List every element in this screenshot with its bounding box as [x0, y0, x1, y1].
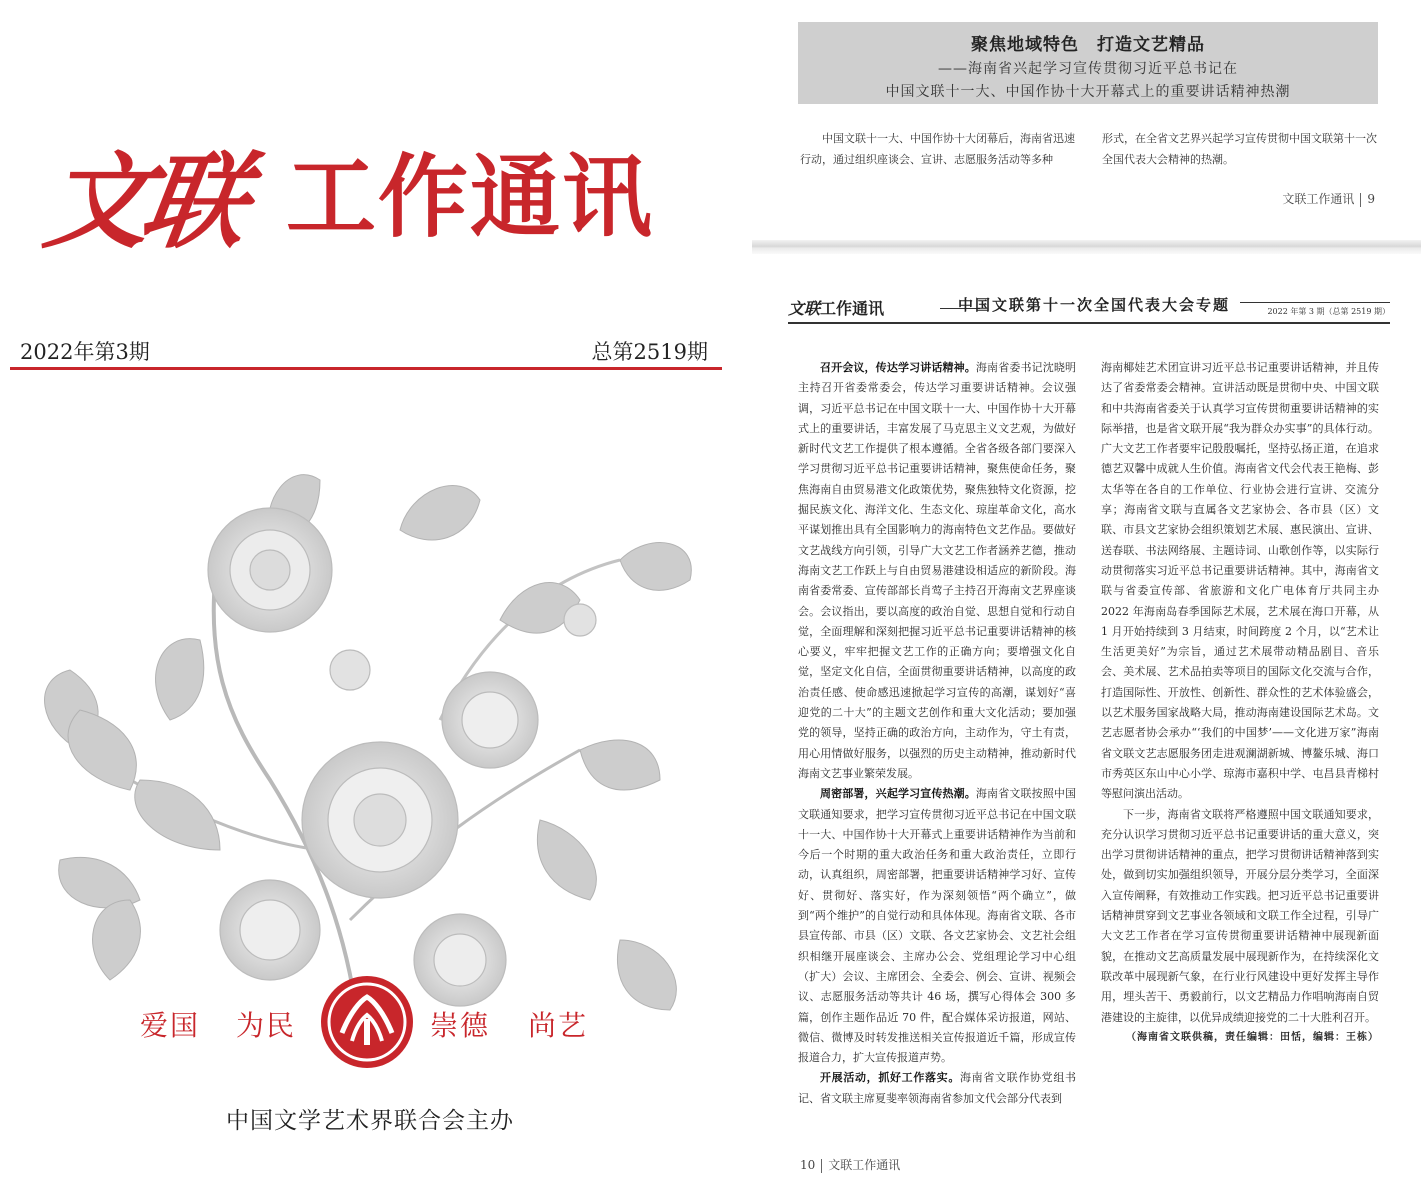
masthead-calligraphy: 文联 [38, 140, 248, 263]
paragraph-text: 海南省文联作协党组书记、省文联主席夏斐率领海南省参加文代会部分代表到 [798, 1071, 1076, 1105]
header-logo [788, 296, 884, 319]
cover-divider [10, 367, 722, 370]
issue-year: 2022年第3期 [20, 340, 150, 364]
article-credit: （海南省文联供稿，责任编辑：田恬，编辑：王栋） [1126, 1031, 1379, 1043]
sponsor-line: 中国文学艺术界联合会主办 [226, 1108, 514, 1134]
article-banner [798, 22, 1378, 104]
article-subtitle-line2: 中国文联十一大、中国作协十大开幕式上的重要讲话精神热潮 [885, 84, 1291, 100]
article-column-right [1101, 358, 1379, 1048]
page9-column-left: 中国文联十一大、中国作协十大闭幕后，海南省迅速行动，通过组织座谈会、宣讲、志愿服务活动等多种 [800, 132, 1075, 166]
footer-separator [821, 1159, 822, 1173]
masthead-title: 工作通讯 [286, 145, 654, 250]
header-logo-text: 工作通讯 [820, 299, 885, 318]
running-header [788, 292, 1390, 326]
page-gutter [752, 240, 1421, 254]
page10-footer-title: 文联工作通讯 [828, 1158, 901, 1172]
page10-footer [800, 1156, 900, 1173]
header-rule-right [1240, 302, 1390, 303]
paragraph: 下一步，海南省文联将严格遵照中国文联通知要求，充分认识学习贯彻习近平总书记重要讲话的重大意义，突出学习贯彻讲话精神的重点，把学习贯彻讲话精神落到实处，做到切实加强组织领导，开展分层分类学习，全面深入宣传阐释，有效推动工作实践。把习近平总书记重要讲话精神贯穿到文艺事业各领域和文联工作全过程，引导广大文艺工作者在学习宣传贯彻重要讲话精神中展现新面貌，在推动文艺高质量发展中展现新作为，在持续深化文联改革中展现新气象，在行业行风建设中更好发挥主导作用，埋头苦干、勇毅前行，以文艺精品力作唱响海南自贸港建设的主旋律，以优异成绩迎接党的二十大胜利召开。 [1101, 807, 1379, 1024]
header-logo-calligraphy: 文联 [788, 299, 821, 318]
motto-patriotism: 爱国 [140, 1009, 201, 1042]
peony-illustration [20, 420, 720, 1060]
page9-column-right: 形式，在全省文艺界兴起学习宣传贯彻中国文联第十一次全国代表大会精神的热潮。 [1102, 132, 1377, 166]
page-10 [752, 254, 1421, 1200]
header-column-title: 中国文联第十一次全国代表大会专题 [958, 296, 1231, 314]
issue-total: 总第2519期 [591, 340, 708, 364]
paragraph [798, 358, 1076, 784]
paragraph-text: 海南省委书记沈晓明主持召开省委常委会，传达学习重要讲话精神。会议强调，习近平总书记在中国文联十一大、中国作协十大开幕式上的重要讲话，丰富发展了马克思主义文艺观，为做好新时代文艺工作提供了根本遵循。全省各级各部门要深入学习贯彻习近平总书记重要讲话精神，聚焦使命任务，聚焦海南自由贸易港文化政策优势，聚焦独特文化资源，挖掘民族文化、海洋文化、生态文化、琼崖革命文化，高水平谋划推出具有全国影响力的海南特色文艺作品。要做好文艺战线方向引领，引导广大文艺工作者涵养艺德，推动海南文艺工作跃上与自由贸易港建设相适应的新阶段。海南省委常委、宣传部部长肖莺子主持召开海南文艺界座谈会。会议指出，要以高度的政治自觉、思想自觉和行动自觉，全面理解和深刻把握习近平总书记重要讲话精神的核心要义，牢牢把握文艺工作的正确方向；要增强文化自觉，坚定文化自信，全面贯彻重要讲话精神，以高度的政治责任感、使命感迅速掀起学习宣传的高潮，谋划好“喜迎党的二十大”的主题文艺创作和重大文化活动；要加强党的领导，坚持正确的政治方向，主动作为，守土有责，用心用情做好服务，以强烈的历史主动精神，推动新时代海南文艺事业繁荣发展。 [798, 361, 1077, 780]
header-rule [788, 322, 1390, 324]
footer-separator [1360, 193, 1361, 207]
paragraph-lead: 周密部署，兴起学习宣传热潮。 [820, 787, 976, 801]
federation-emblem-icon [320, 975, 414, 1069]
paragraph [798, 784, 1076, 1068]
motto-people: 为民 [236, 1009, 297, 1042]
paragraph-text: 海南省文联按照中国文联通知要求，把学习宣传贯彻习近平总书记在中国文联十一大、中国作协十大开幕式上重要讲话精神作为当前和今后一个时期的重大政治任务和重大政治责任，立即行动，认真组织，周密部署，把重要讲话精神学习好、宣传好、贯彻好、落实好，作为深刻领悟“两个确立”，做到“两个维护”的自觉行动和具体体现。海南省文联、各市县宣传部、市县（区）文联、各文艺家协会、文艺社会组织相继开展座谈会、主席办公会、党组理论学习中心组（扩大）会议、主席团会、全委会、例会、宣讲、视频会议、志愿服务活动等共计 46 场，撰写心得体会 300 多篇，创作主题作品近 70 件，配合媒体采访报道，网站、微信、微博及时转发推送相关宣传报道近千篇，形成宣传报道合力，扩大宣传报道声势。 [798, 787, 1077, 1065]
motto-art: 尚艺 [528, 1009, 589, 1042]
header-issue: 2022 年第 3 期（总第 2519 期） [1267, 307, 1390, 316]
article-subtitle-line1: ——海南省兴起学习宣传贯彻习近平总书记在 [938, 61, 1238, 77]
article-title: 聚焦地域特色 打造文艺精品 [971, 35, 1205, 55]
page-9-fragment [752, 0, 1421, 246]
masthead [38, 118, 688, 263]
page9-footer [1282, 190, 1375, 207]
page10-number: 10 [800, 1158, 816, 1172]
paragraph-lead: 开展活动，抓好工作落实。 [820, 1071, 960, 1085]
paragraph: 海南椰娃艺术团宣讲习近平总书记重要讲话精神，并且传达了省委常委会精神。宣讲活动既是贯彻中央、中国文联和中共海南省委关于认真学习宣传贯彻重要讲话精神的实际举措，也是省文联开展“我为群众办实事”的具体行动。广大文艺工作者要牢记殷殷嘱托，坚持弘扬正道，在追求德艺双馨中成就人生价值。海南省文代会代表王艳梅、彭太华等在各自的工作单位、行业协会进行宣讲、交流分享；海南省文联与直属各文艺家协会、各市县（区）文联、市县文艺家协会组织策划艺术展、惠民演出、宣讲、送春联、书法网络展、主题诗词、山歌创作等，以实际行动贯彻落实习近平总书记重要讲话精神。其中，海南省文联与省委宣传部、省旅游和文化广电体育厅共同主办 2022 年海南岛春季国际艺术展，艺术展在海口开幕，从 1 月开始持续到 3 月结束，时间跨度 2 个月，以“艺术让生活更美好”为宗旨，通过艺术展带动精品剧目、音乐会、美术展、艺术品拍卖等项目的国际文化交流与合作，打造国际性、开放性、创新性、群众性的艺术体验盛会，以艺术服务国家战略大局，推动海南建设国际艺术岛。文艺志愿者协会承办“‘我们的中国梦’——文化进万家”海南省文联文艺志愿服务团走进观澜湖新城、博鳌乐城、海口市秀英区东山中心小学、琼海市嘉积中学、屯昌县青梯村等慰问演出活动。 [1101, 361, 1379, 801]
motto-virtue: 崇德 [430, 1009, 491, 1042]
paragraph-lead: 召开会议，传达学习讲话精神。 [820, 361, 976, 374]
page9-number: 9 [1367, 192, 1375, 206]
page9-footer-title: 文联工作通讯 [1282, 192, 1355, 206]
paragraph [798, 1068, 1076, 1109]
article-column-left [798, 358, 1076, 1109]
